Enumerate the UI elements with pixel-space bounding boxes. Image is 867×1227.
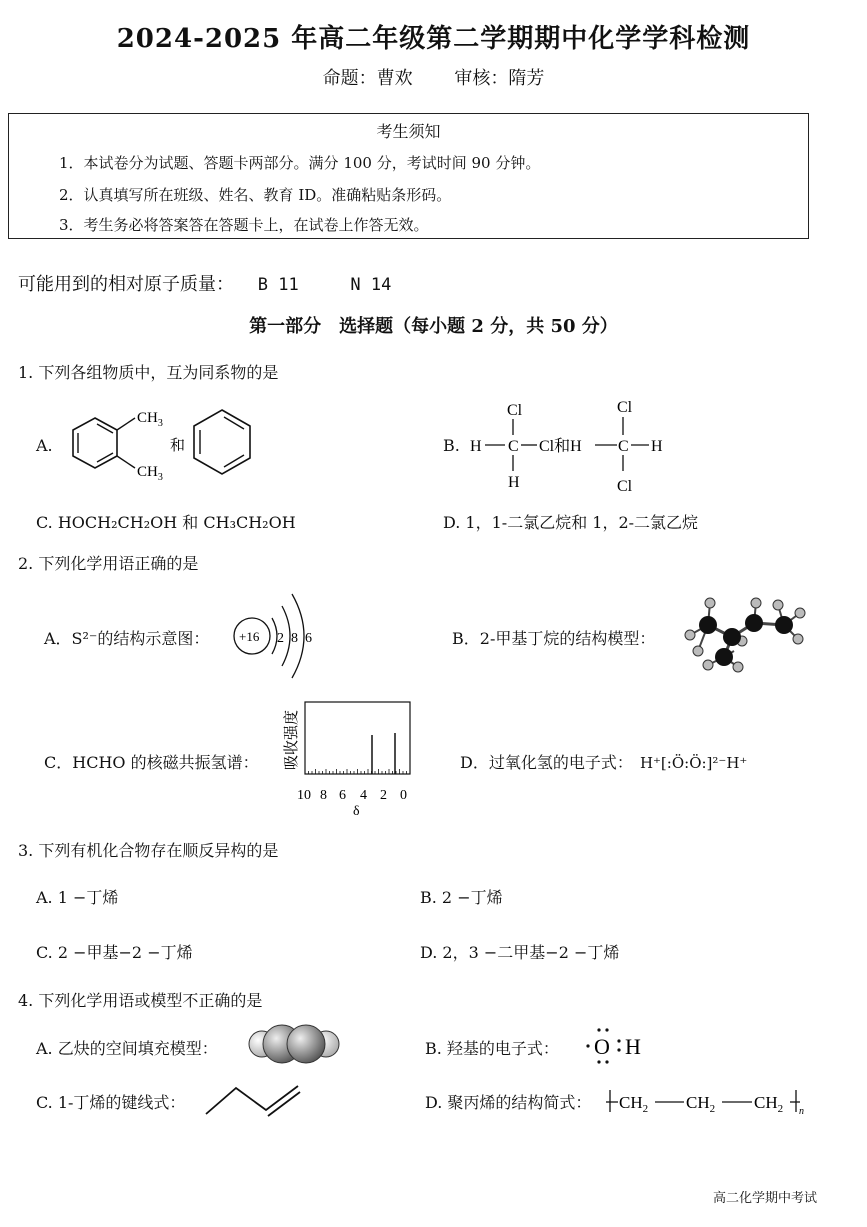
q4-option-c-label: C. 1-丁烯的键线式： [36,1093,186,1112]
nmr-tick-label: 10 [297,788,311,803]
nucleus-charge: +16 [239,629,260,644]
sulfide-ion-structure-diagram [228,588,328,683]
svg-text:Cl和H: Cl和H [539,438,582,455]
benzene-ring-1 [73,418,117,468]
nmr-tick-label: 0 [400,788,407,803]
q2-option-b-label: B．2-甲基丁烷的结构模型： [452,629,656,648]
q4-option-d-label: D. 聚丙烯的结构简式： [425,1093,592,1112]
benzene-ring-2 [194,410,250,474]
svg-text:C: C [508,438,519,455]
notice-item: 3．考生务必将答案答在答题卡上，在试卷上作答无效。 [59,216,429,234]
svg-text:Cl: Cl [617,478,633,495]
q1-option-d: D. 1，1-二氯乙烷和 1，2-二氯乙烷 [443,513,699,532]
q1-option-a-label: A. [36,436,53,455]
methylbutane-ball-stick-model [680,595,808,677]
svg-text:CH2: $CH_2$ [754,1093,784,1115]
svg-text:n: n [799,1106,804,1117]
svg-text:C: C [618,438,629,455]
notice-item: 1．本试卷分为试题、答题卡两部分。满分 100 分，考试时间 90 分钟。 [59,154,541,172]
q2-option-c-label: C．HCHO 的核磁共振氢谱： [44,753,259,772]
svg-text:Cl: Cl [617,399,633,416]
question-4-stem: 4. 下列化学用语或模型不正确的是 [18,991,263,1010]
q2-option-d-text: D．过氧化氢的电子式： [460,753,633,772]
question-2-stem: 2. 下列化学用语正确的是 [18,554,199,573]
q3-option-d: D. 2，3 −二甲基−2 −丁烯 [420,943,620,962]
q3-option-c: C. 2 −甲基−2 −丁烯 [36,943,193,962]
q1-option-a-structures [55,398,270,488]
svg-text:H: H [625,1034,641,1059]
nmr-tick-label: 2 [380,788,387,803]
q1-option-b-label: B. [443,436,460,455]
author-label: 命题：曹欢 [322,68,413,89]
q1-option-b-structures [465,395,685,495]
atomic-mass-value: N 14 [350,275,392,295]
atomic-mass-line [18,270,391,296]
nmr-x-axis-label: δ [353,804,360,818]
acetylene-space-filling-model [244,1022,344,1066]
q3-option-a: A. 1 −丁烯 [36,888,119,907]
q3-option-b: B. 2 −丁烯 [420,888,503,907]
section-title: 第一部分 选择题（每小题 2 分，共 50 分） [249,316,618,337]
methyl-label: $CH_3$ [137,464,163,483]
svg-text:H: H [651,438,663,455]
shell-electrons: 2 [277,631,284,646]
hydrogen-peroxide-formula: H⁺[:Ö:Ö:]²⁻H⁺ [639,754,748,772]
svg-text:CH2: $CH_2$ [619,1093,649,1115]
svg-text:H: H [508,474,520,491]
notice-title: 考生须知 [376,122,441,141]
nmr-tick-label: 4 [360,788,367,803]
page-title: 2024-2025 年高二年级第二学期期中化学学科检测 [116,24,751,54]
q4-option-b-label: B. 羟基的电子式： [425,1039,559,1058]
question-3-stem: 3. 下列有机化合物存在顺反异构的是 [18,841,279,860]
atomic-mass-label: 可能用到的相对原子质量： [18,274,234,295]
atomic-mass-value: B 11 [257,275,299,295]
nmr-tick-label: 6 [339,788,346,803]
question-1-stem: 1. 下列各组物质中，互为同系物的是 [18,363,279,382]
butene-skeletal-formula [202,1080,306,1120]
notice-box [8,113,809,239]
and-word: 和 [170,438,186,454]
nmr-spectrum-chart [278,696,418,818]
page-footer: 高二化学期中考试 [713,1191,818,1206]
q2-option-a-label: A．S²⁻的结构示意图： [44,629,210,648]
q1-option-c: C. HOCH₂CH₂OH 和 CH₃CH₂OH [36,513,296,532]
svg-text:CH2: $CH_2$ [686,1093,716,1115]
notice-item: 2．认真填写所在班级、姓名、教育 ID。准确粘贴条形码。 [59,186,452,204]
polypropylene-structural-formula [604,1080,812,1120]
q2-option-d-label [460,750,747,773]
methyl-label: $CH_3$ [137,410,163,429]
shell-electrons: 6 [305,631,312,646]
shell-electrons: 8 [291,631,298,646]
reviewer-label: 审核：隋芳 [454,68,545,89]
nmr-y-axis-label: 吸收强度 [284,709,300,770]
hydroxyl-electron-formula [582,1022,652,1066]
svg-text:Cl: Cl [507,402,523,419]
authors-line [0,64,867,90]
svg-text:H: H [470,438,482,455]
svg-text:O: O [594,1034,610,1059]
nmr-tick-label: 8 [320,788,327,803]
q4-option-a-label: A. 乙炔的空间填充模型： [36,1039,218,1058]
